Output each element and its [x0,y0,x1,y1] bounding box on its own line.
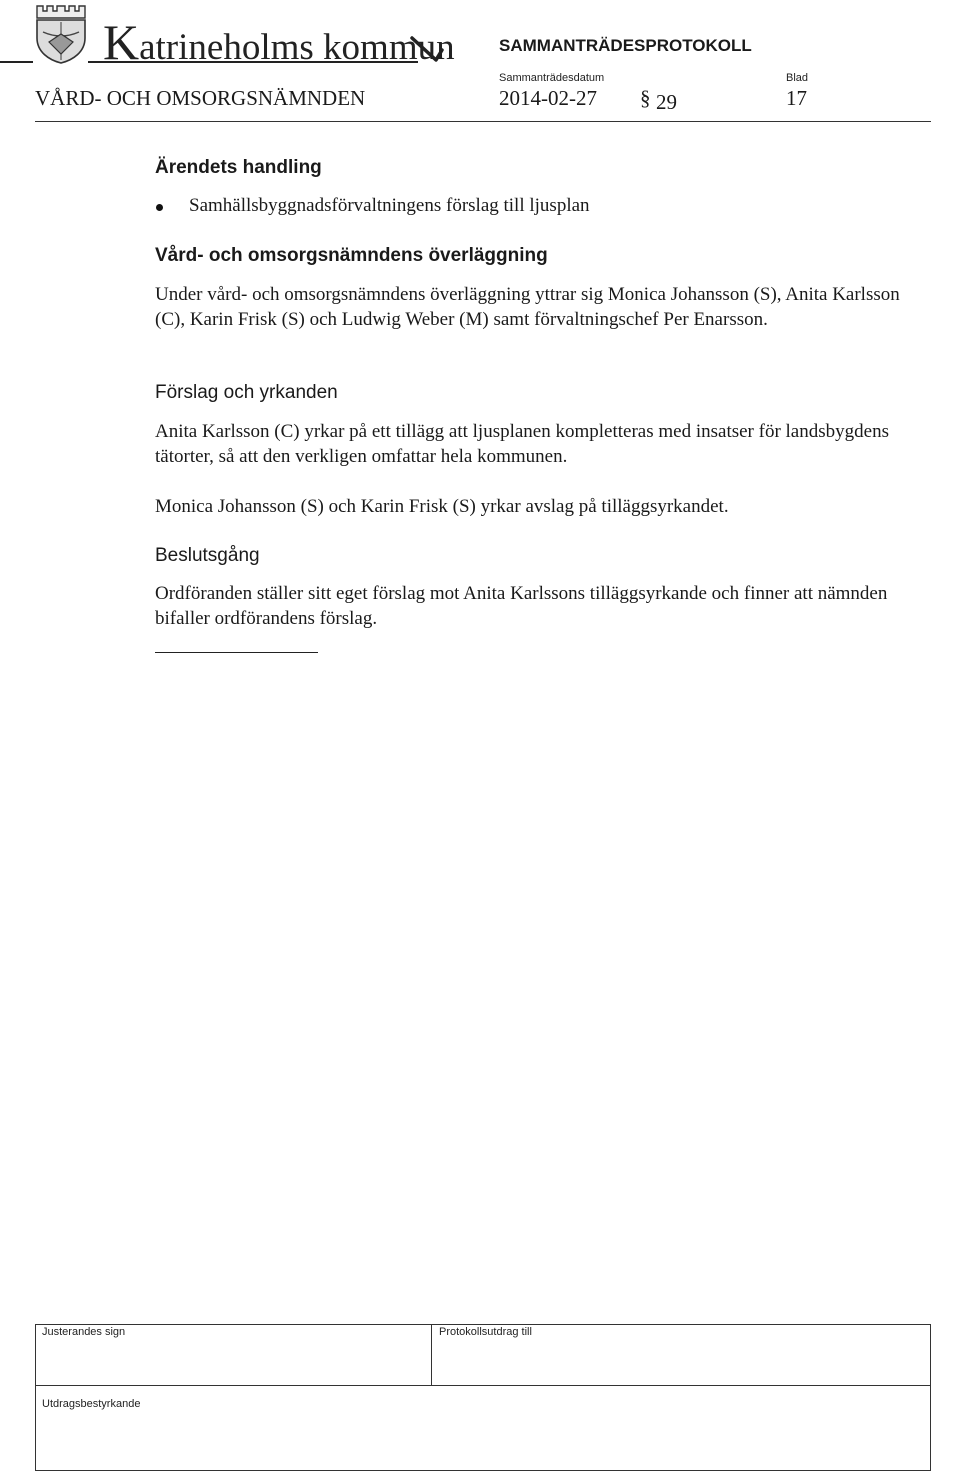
end-rule [155,652,318,653]
logo-initial: K [103,14,140,70]
meeting-date-label: Sammanträdesdatum [499,72,605,84]
header-divider [35,121,931,122]
deliberation-text: Under vård- och omsorgsnämndens överläggning yttrar sig Monica Johansson (S), Anita Karlsson (C), Karin Frisk (S) och Ludwig Weber (M) samt förvaltningschef Per Enarsson. [155,284,900,330]
heading-deliberation: Vård- och omsorgsnämndens överläggning [155,245,548,266]
document-type: SAMMANTRÄDESPROTOKOLL [499,36,752,55]
decision-text: Ordföranden ställer sitt eget förslag mot Anita Karlssons tilläggsyrkande och finner att nämnden bifaller ordförandens förslag. [155,583,888,629]
paragraph-number: 29 [656,90,677,114]
meeting-date: 2014-02-27 [499,86,597,110]
heading-proposals: Förslag och yrkanden [155,382,338,403]
proposal-text-2: Monica Johansson (S) och Karin Frisk (S) yrkar avslag på tilläggsyrkandet. [155,496,729,517]
heading-arendets-handling: Ärendets handling [155,157,322,178]
protokollsutdrag-label: Protokollsutdrag till [439,1326,532,1338]
municipality-logo-text [103,14,455,70]
heading-decision: Beslutsgång [155,545,260,566]
utdragsbestyrkande-box [35,1385,931,1471]
bullet-item: Samhällsbyggnadsförvaltningens förslag till ljusplan [189,195,590,216]
bullet-icon [156,204,163,211]
utdragsbestyrkande-label: Utdragsbestyrkande [42,1398,141,1410]
logo-swoosh-icon [410,36,444,64]
paragraph-sign: § [640,86,651,110]
coat-of-arms-icon [33,2,89,64]
proposal-text-1: Anita Karlsson (C) yrkar på ett tillägg att ljusplanen kompletteras med insatser för landsbygdens tätorter, så att den verkligen omfattar hela kommunen. [155,421,889,467]
logo-name: atrineholms kommun [139,27,455,68]
logo-rule-left [0,61,33,63]
page-label: Blad [786,72,809,84]
committee-name: VÅRD- OCH OMSORGSNÄMNDEN [35,86,366,110]
page-number: 17 [786,86,807,110]
justerandes-sign-label: Justerandes sign [42,1326,126,1338]
